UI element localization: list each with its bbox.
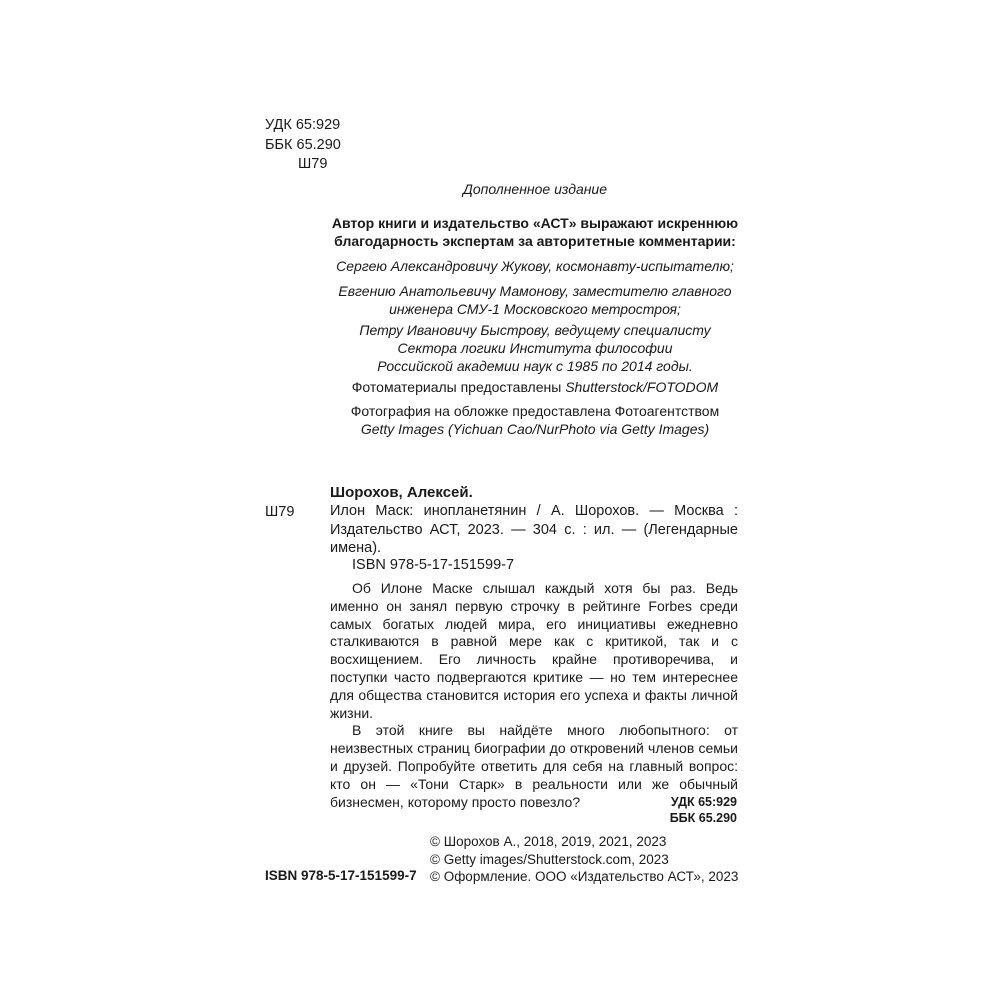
copyright-line: © Шорохов А., 2018, 2019, 2021, 2023: [430, 834, 667, 849]
annotation: [330, 580, 738, 811]
photo-credit-source: Shutterstock/FOTODOM: [565, 379, 719, 395]
expert-line: инженера СМУ-1 Московского метростроя;: [389, 301, 681, 317]
copyright-block: [430, 833, 738, 886]
card-author: Шорохов, Алексей.: [330, 484, 473, 501]
card-author-code: Ш79: [265, 504, 295, 520]
expert-line: Сектора логики Института философии: [397, 340, 673, 356]
annotation-paragraph: Об Илоне Маске слышал каждый хотя бы раз. Ведь именно он занял первую строчку в рейтинге Forbes среди самых богатых людей мира, его инициативы ежедневно сталкиваются в равной мере как с критикой, так и с восхищением. Его личность крайне противоречива, и поступки часто подвергаются критике — но тем интереснее для общества становится история его успеха и факты личной жизни.: [330, 580, 738, 721]
bbk-code: ББК 65.290: [265, 136, 341, 153]
card-isbn: ISBN 978-5-17-151599-7: [352, 557, 515, 573]
expert-line: Сергею Александровичу Жукову, космонавту-испытателю;: [336, 258, 734, 274]
cover-credit: [300, 402, 770, 438]
edition-note: Дополненное издание: [462, 181, 608, 197]
annotation-paragraph: В этой книге вы найдёте много любопытного: от неизвестных страниц биографии до откровений членов семьи и друзей. Попробуйте ответить для себя на главный вопрос: кто он — «Тони Старк» в реальности или же обычный бизнесмен, которому просто повезло?: [330, 722, 738, 810]
expert-line: Российской академии наук с 1985 по 2014 годы.: [377, 358, 693, 374]
copyright-line: © Getty images/Shutterstock.com, 2023: [430, 851, 669, 867]
annotation-bbk: ББК 65.290: [669, 811, 737, 825]
bibliographic-description: Илон Маск: инопланетянин / А. Шорохов. — Москва : Издательство АСТ, 2023. — 304 с. : ил. — (Легендарные имена).: [330, 503, 738, 556]
footer-isbn: ISBN 978-5-17-151599-7: [265, 868, 417, 883]
expert-3: [300, 321, 770, 375]
expert-line: Евгению Анатольевичу Мамонову, заместителю главного: [338, 283, 732, 299]
author-code: Ш79: [298, 156, 328, 172]
cover-credit-line: Фотография на обложке предоставлена Фотоагентством: [350, 403, 720, 419]
expert-2: [300, 282, 770, 318]
acknowledgement-line: благодарность экспертам за авторитетные комментарии:: [334, 233, 736, 249]
photo-credit: [300, 378, 770, 396]
expert-line: Петру Ивановичу Быстрову, ведущему специалисту: [359, 322, 711, 338]
photo-credit-prefix: Фотоматериалы предоставлены: [351, 379, 566, 395]
acknowledgement-line: Автор книги и издательство «АСТ» выражают искреннюю: [331, 215, 739, 231]
cover-credit-source: Getty Images (Yichuan Cao/NurPhoto via Getty Images): [360, 421, 710, 437]
acknowledgement: [300, 214, 770, 250]
expert-1: [300, 257, 770, 275]
annotation-udk: УДК 65:929: [670, 795, 737, 809]
copyright-line: © Оформление. ООО «Издательство АСТ», 2023: [430, 869, 739, 884]
annotation-codes: [670, 794, 737, 826]
udk-code: УДК 65:929: [265, 117, 341, 133]
classification-codes: [265, 116, 341, 175]
